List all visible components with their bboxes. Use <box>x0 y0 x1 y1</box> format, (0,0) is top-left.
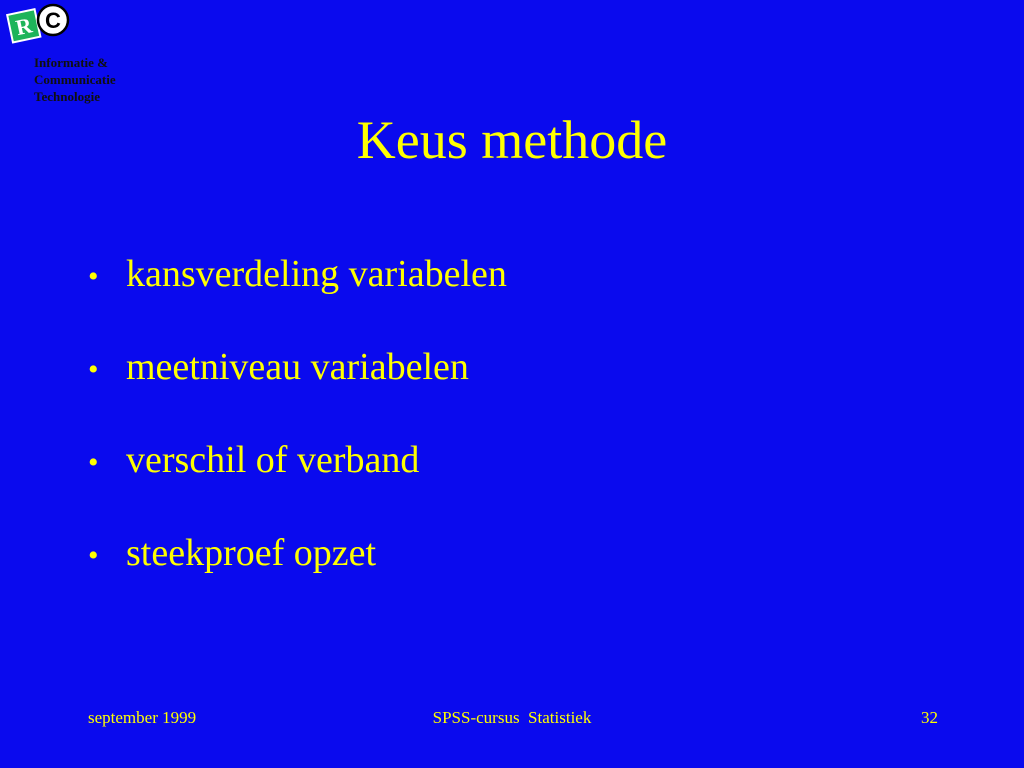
organization-name <box>34 54 116 105</box>
footer-course <box>0 708 1024 728</box>
bullet-icon: • <box>88 539 99 572</box>
bullet-text: verschil of verband <box>126 439 420 481</box>
bullet-text: kansverdeling variabelen <box>126 253 507 295</box>
org-line-1: Informatie & <box>34 55 109 70</box>
bullet-icon: • <box>88 353 99 386</box>
rc-logo <box>4 2 74 48</box>
logo-letter-r: R <box>13 12 35 41</box>
bullet-item <box>88 250 507 343</box>
bullet-item <box>88 529 507 622</box>
bullet-item <box>88 343 507 436</box>
footer-course-text: SPSS-cursus Statistiek <box>432 708 592 727</box>
logo-letter-c: C <box>45 8 61 33</box>
org-line-2: Communicatie <box>34 72 116 87</box>
bullet-list <box>88 250 507 622</box>
footer-date: september 1999 <box>88 708 197 727</box>
bullet-item <box>88 436 507 529</box>
bullet-icon: • <box>88 446 99 479</box>
org-line-3: Technologie <box>34 89 100 104</box>
slide-title: Keus methode <box>356 110 668 170</box>
bullet-text: meetniveau variabelen <box>126 346 469 388</box>
footer-page-number: 32 <box>921 708 938 727</box>
bullet-icon: • <box>88 260 99 293</box>
bullet-text: steekproef opzet <box>126 532 377 574</box>
